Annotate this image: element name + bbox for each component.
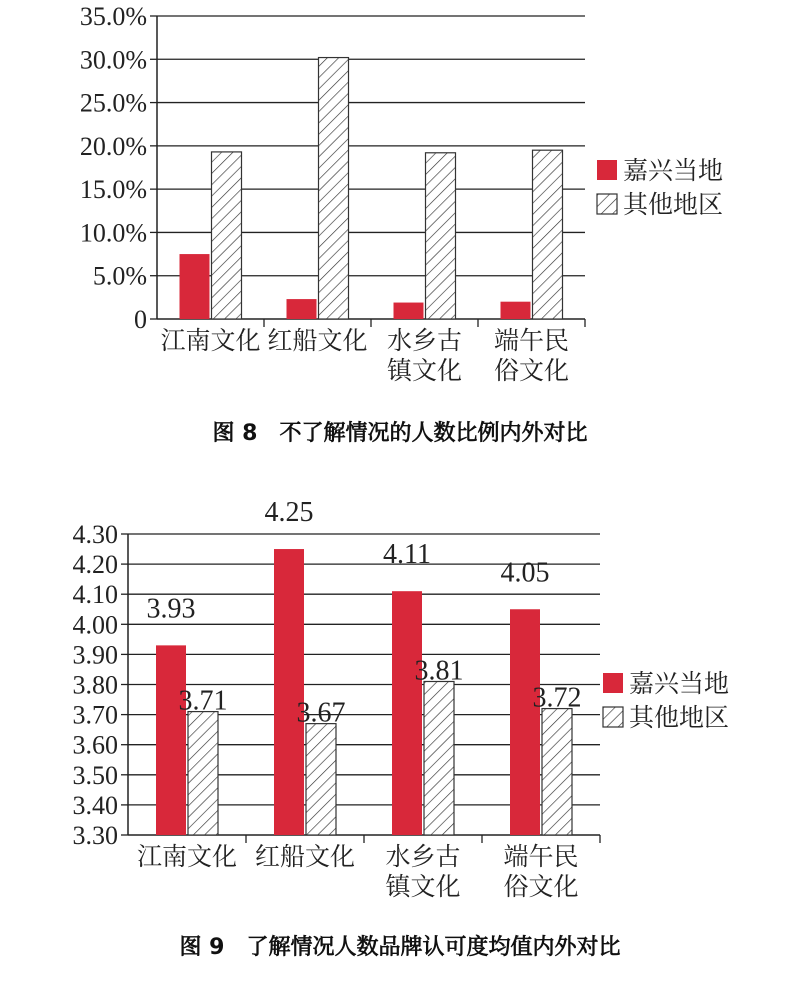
chart-9	[0, 496, 800, 992]
data-label: 3.67	[296, 697, 346, 729]
x-category-label: 红船文化	[254, 842, 356, 871]
bar-other	[306, 724, 336, 835]
y-tick-label: 4.10	[72, 580, 118, 610]
y-tick-label: 10.0%	[79, 218, 147, 248]
bar-other	[533, 150, 563, 319]
y-tick-label: 35.0%	[79, 2, 147, 31]
bar-local	[510, 609, 540, 835]
x-category-label: 镇文化	[386, 356, 463, 385]
y-tick-label: 3.90	[72, 640, 118, 670]
x-category-label: 红船文化	[267, 326, 368, 355]
bar-local	[501, 302, 531, 319]
x-category-label: 俗文化	[503, 872, 579, 901]
x-category-label: 江南文化	[160, 326, 261, 355]
y-tick-label: 4.00	[72, 610, 118, 640]
bar-local	[180, 254, 210, 319]
y-tick-label: 20.0%	[79, 131, 147, 161]
legend-label: 其他地区	[629, 703, 730, 732]
legend-label: 嘉兴当地	[623, 156, 724, 185]
y-tick-label: 3.40	[72, 790, 118, 820]
x-category-label: 俗文化	[493, 356, 570, 385]
chart-8	[0, 0, 800, 470]
y-tick-label: 4.20	[72, 550, 118, 580]
bar-other	[424, 681, 454, 835]
y-tick-label: 3.30	[72, 821, 118, 850]
y-tick-label: 3.60	[72, 730, 118, 760]
data-label: 3.93	[146, 593, 196, 625]
legend-swatch-other	[597, 194, 617, 214]
bar-other	[212, 152, 242, 319]
bar-other	[188, 712, 218, 835]
y-tick-label: 4.30	[72, 520, 118, 549]
bar-other	[319, 58, 349, 319]
x-category-label: 水乡古	[386, 326, 463, 355]
figure-caption: 图 8 不了解情况的人数比例内外对比	[212, 421, 588, 446]
bar-other	[426, 153, 456, 319]
y-tick-label: 0	[134, 305, 147, 334]
figure-caption: 图 9 了解情况人数品牌认可度均值内外对比	[179, 935, 621, 960]
legend-swatch-other	[603, 707, 623, 727]
y-tick-label: 15.0%	[79, 175, 147, 205]
y-tick-label: 25.0%	[79, 88, 147, 118]
legend-label: 嘉兴当地	[629, 669, 730, 698]
legend-swatch-local	[603, 673, 623, 693]
x-category-label: 端午民	[503, 842, 579, 871]
bar-local	[274, 549, 304, 835]
bar-local	[392, 591, 422, 835]
data-label: 3.81	[414, 655, 464, 687]
data-label: 3.71	[178, 685, 228, 717]
x-category-label: 镇文化	[385, 872, 461, 901]
legend-label: 其他地区	[623, 190, 724, 219]
bar-local	[287, 299, 317, 319]
y-tick-label: 5.0%	[92, 261, 147, 291]
y-tick-label: 30.0%	[79, 45, 147, 75]
data-label: 3.72	[532, 682, 582, 714]
data-label: 4.25	[264, 497, 314, 529]
y-tick-label: 3.50	[72, 760, 118, 790]
data-label: 4.11	[383, 539, 431, 571]
x-category-label: 水乡古	[385, 842, 461, 871]
bar-local	[394, 303, 424, 319]
legend-swatch-local	[597, 160, 617, 180]
data-label: 4.05	[500, 557, 550, 589]
x-category-label: 江南文化	[136, 842, 238, 871]
y-tick-label: 3.70	[72, 700, 118, 730]
bar-local	[156, 645, 186, 835]
bar-other	[542, 709, 572, 835]
y-tick-label: 3.80	[72, 670, 118, 700]
x-category-label: 端午民	[493, 326, 570, 355]
